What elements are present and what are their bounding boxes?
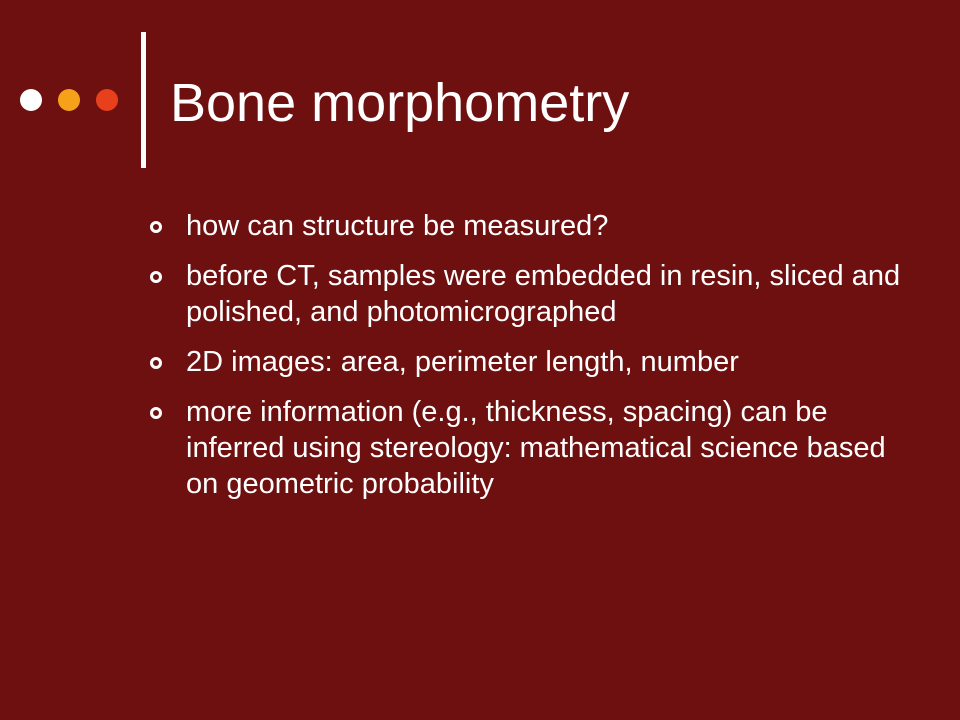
- bullet-text: how can structure be measured?: [186, 210, 609, 242]
- bullet-item: [150, 258, 910, 330]
- bullet-text: before CT, samples were embedded in resin, sliced and polished, and photomicrographed: [186, 260, 901, 328]
- ring-bullet-icon: [150, 271, 162, 283]
- decorative-dots: [20, 89, 130, 111]
- red-dot-icon: [96, 89, 118, 111]
- bullet-item: [150, 394, 910, 502]
- ring-bullet-icon: [150, 357, 162, 369]
- bullet-text: more information (e.g., thickness, spacing) can be inferred using stereology: mathematical science based on geometric probability: [186, 396, 886, 500]
- title-divider: [141, 32, 146, 168]
- slide-title: Bone morphometry: [170, 73, 630, 133]
- bullet-text: 2D images: area, perimeter length, number: [186, 346, 739, 378]
- orange-dot-icon: [58, 89, 80, 111]
- bullet-item: [150, 344, 910, 380]
- bullet-item: [150, 208, 910, 244]
- ring-bullet-icon: [150, 221, 162, 233]
- white-dot-icon: [20, 89, 42, 111]
- ring-bullet-icon: [150, 407, 162, 419]
- bullet-list: [150, 208, 910, 516]
